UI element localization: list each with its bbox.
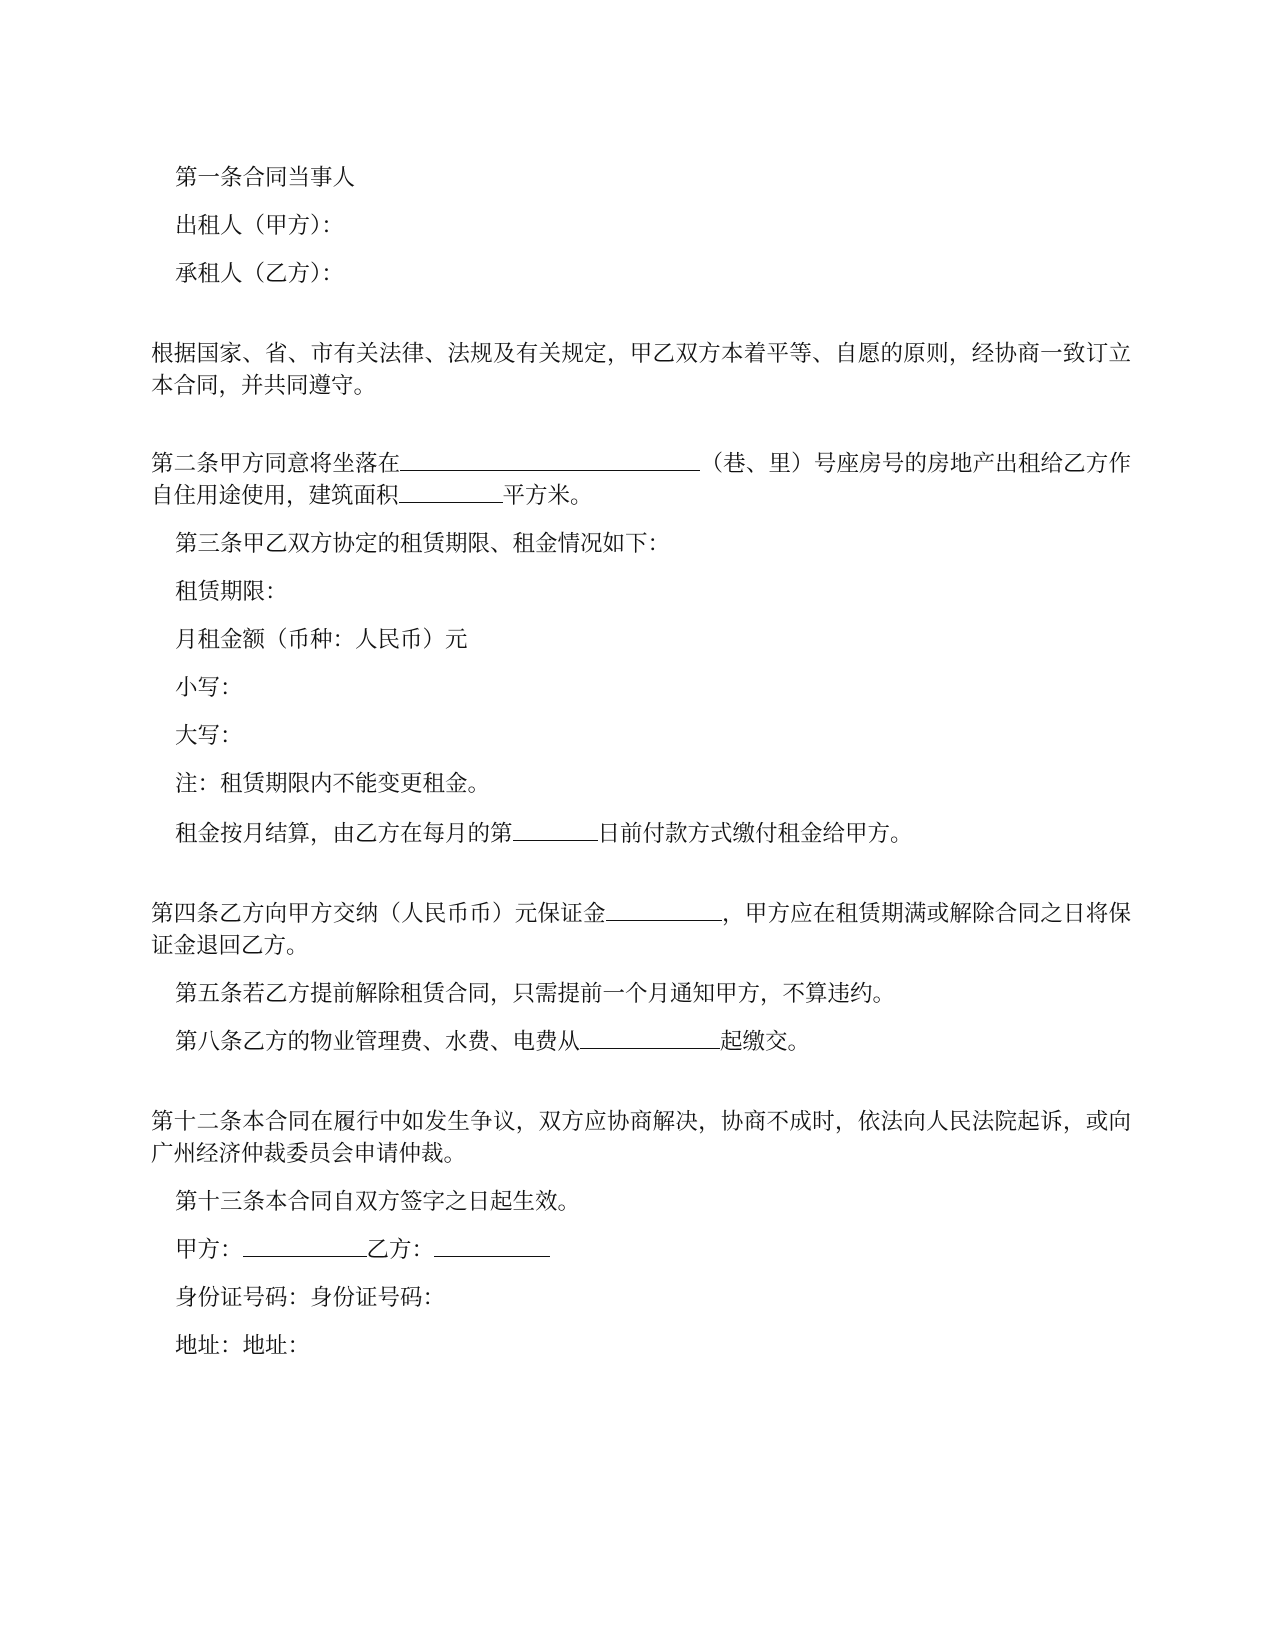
deposit-blank — [606, 898, 722, 921]
article-4-text-end: ，甲方应在租赁期满或解除合同之日将保证金退回乙方。 — [151, 901, 1131, 959]
article-4-paragraph — [151, 898, 1131, 962]
lessee-label: 承租人（乙方）： — [175, 261, 344, 287]
article-1-title: 第一条合同当事人 — [175, 165, 356, 191]
article-5: 第五条若乙方提前解除租赁合同，只需提前一个月通知甲方，不算违约。 — [175, 981, 896, 1007]
article-8-line — [175, 1026, 810, 1058]
rent-payment-text-start: 租金按月结算，由乙方在每月的第 — [175, 821, 513, 847]
article-12-paragraph: 第十二条本合同在履行中如发生争议，双方应协商解决，协商不成时，依法向人民法院起诉，或向广州经济仲裁委员会申请仲裁。 — [151, 1109, 1131, 1167]
party-a-signature-blank — [243, 1234, 367, 1257]
article-8-text-end: 起缴交。 — [720, 1029, 811, 1055]
article-13: 第十三条本合同自双方签字之日起生效。 — [175, 1189, 581, 1215]
article-2-paragraph — [151, 448, 1131, 512]
lessor-label: 出租人（甲方）： — [175, 213, 344, 239]
article-2-text-end: 平方米。 — [502, 483, 593, 509]
lease-term-label: 租赁期限： — [175, 579, 288, 605]
area-blank — [399, 480, 503, 503]
lowercase-amount-label: 小写： — [175, 675, 243, 701]
article-4-text-start: 第四条乙方向甲方交纳（人民币币）元保证金 — [151, 901, 606, 927]
rent-note: 注：租赁期限内不能变更租金。 — [175, 771, 491, 797]
article-3-title: 第三条甲乙双方协定的租赁期限、租金情况如下： — [175, 531, 671, 557]
preamble-paragraph: 根据国家、省、市有关法律、法规及有关规定，甲乙双方本着平等、自愿的原则，经协商一致订立本合同，并共同遵守。 — [151, 341, 1131, 399]
signature-line — [175, 1234, 550, 1266]
address-labels: 地址：地址： — [175, 1333, 311, 1359]
uppercase-amount-label: 大写： — [175, 723, 243, 749]
article-8-text-start: 第八条乙方的物业管理费、水费、电费从 — [175, 1029, 581, 1055]
fees-start-blank — [580, 1026, 720, 1049]
rent-payment-text-end: 日前付款方式缴付租金给甲方。 — [597, 821, 913, 847]
party-b-label: 乙方： — [366, 1237, 435, 1263]
rent-payment-line — [175, 818, 913, 850]
monthly-rent-label: 月租金额（币种：人民币）元 — [175, 627, 468, 653]
party-b-signature-blank — [434, 1234, 550, 1257]
article-2-text-start: 第二条甲方同意将坐落在 — [151, 451, 401, 477]
address-blank — [400, 448, 700, 471]
article-2-text-middle: （巷、里）号座房号的房地产出租给乙方作自住用途使用，建筑面积 — [151, 451, 1131, 509]
party-a-label: 甲方： — [175, 1237, 243, 1263]
payment-day-blank — [513, 818, 598, 841]
id-number-labels: 身份证号码：身份证号码： — [175, 1285, 446, 1311]
